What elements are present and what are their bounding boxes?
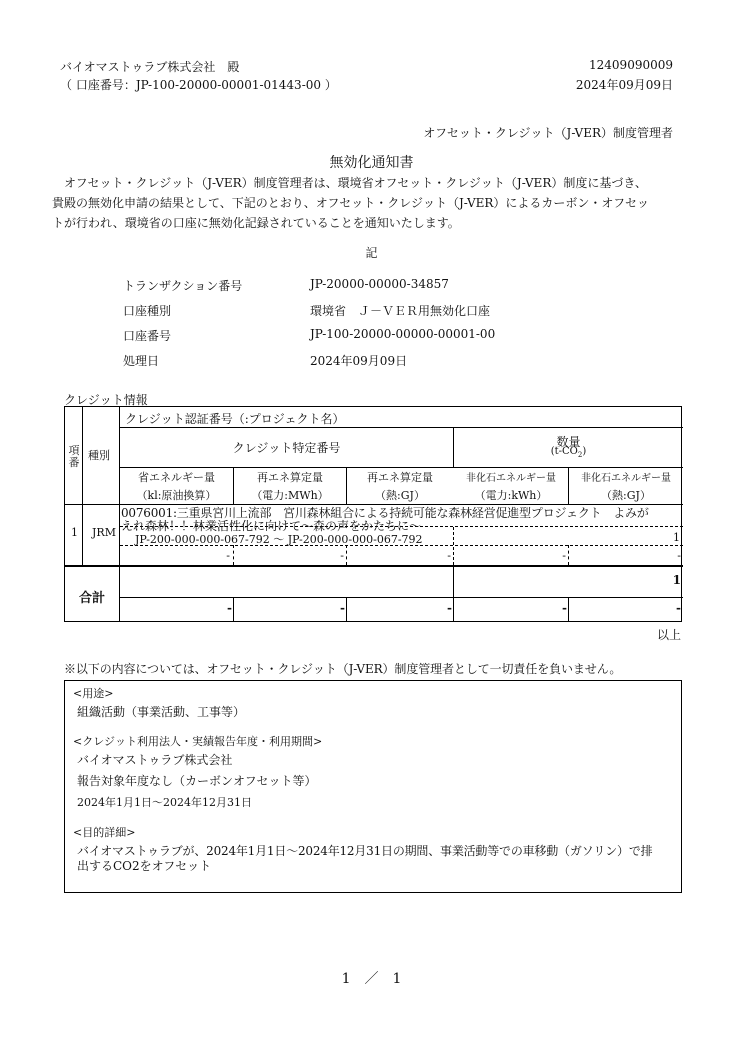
ki-mark: 記 — [365, 246, 378, 260]
header-quantity-unit: $(t-CO_2)$ — [550, 446, 587, 459]
detail-label-account-type: 口座種別 — [123, 304, 172, 318]
row-quantity: 1 — [673, 531, 680, 544]
row-dash-2: - — [340, 549, 344, 562]
issuer: オフセット・クレジット（J-VER）制度管理者 — [423, 126, 673, 140]
row-project-line-2: えれ森林！！林業活性化に向けて～森の声をかたちに～ — [121, 519, 422, 533]
col-nonfossil-heat-unit: （熱:GJ） — [601, 489, 651, 502]
row-type: JRM — [92, 526, 116, 539]
row-serial-range: JP-200-000-000-067-792 ～ JP-200-000-000-067-792 — [135, 533, 423, 546]
col-renewable-heat-unit: （熱:GJ） — [375, 489, 425, 502]
row-dash-3: - — [447, 549, 451, 562]
total-dash-4: - — [562, 601, 567, 615]
total-dash-5: - — [676, 601, 681, 615]
detail-label: <目的詳細> — [73, 826, 136, 839]
col-energy-saving: 省エネルギー量 — [138, 471, 215, 484]
usage-period: 2024年1月1日～2024年12月31日 — [77, 796, 252, 809]
credit-table — [64, 406, 682, 622]
credit-section-title: クレジット情報 — [64, 393, 148, 407]
report-year: 報告対象年度なし（カーボンオフセット等） — [77, 774, 317, 788]
body-line-2: 貴殿の無効化申請の結果として、下記のとおり、オフセット・クレジット（J-VER）によるカーボン・オフセッ — [52, 196, 649, 210]
detail-line-2: 出するCO2をオフセット — [77, 859, 212, 873]
col-nonfossil-power: 非化石エネルギー量 — [466, 473, 556, 484]
detail-value-process-date: 2024年09月09日 — [310, 354, 408, 368]
row-project-line-1: 0076001:三重県宮川上流部 宮川森林組合による持続可能な森林経営促進型プロジェクト よみが — [121, 506, 649, 520]
row-dash-4: - — [562, 549, 566, 562]
total-dash-2: - — [340, 601, 345, 615]
header-quantity: 数量 — [556, 435, 581, 449]
row-item-number: 1 — [71, 526, 78, 539]
header-serial: クレジット特定番号 — [232, 441, 341, 455]
usage-notes-box — [64, 680, 682, 893]
col-renewable-heat: 再エネ算定量 — [367, 471, 433, 484]
user-name: バイオマストゥラブ株式会社 — [77, 753, 233, 767]
row-dash-5: - — [677, 549, 681, 562]
document-number: 12409090009 — [589, 58, 673, 72]
detail-line-1: バイオマストゥラブが、2024年1月1日～2024年12月31日の期間、事業活動等での車移動（ガソリン）で排 — [77, 844, 653, 858]
header-type: 種別 — [88, 449, 110, 462]
issue-date: 2024年09月09日 — [575, 78, 673, 92]
detail-label-account-number: 口座番号 — [123, 329, 172, 343]
row-dash-1: - — [226, 549, 230, 562]
header-item-number: 項番 — [68, 444, 80, 469]
disclaimer: ※以下の内容については、オフセット・クレジット（J-VER）制度管理者として一切責任を負いません。 — [64, 662, 622, 676]
total-dash-3: - — [447, 601, 452, 615]
col-nonfossil-heat: 非化石エネルギー量 — [581, 473, 671, 484]
detail-value-account-number: JP-100-20000-00000-00001-00 — [310, 327, 496, 341]
detail-label-process-date: 処理日 — [123, 354, 160, 368]
document-title: 無効化通知書 — [329, 155, 414, 171]
total-label: 合計 — [79, 591, 106, 606]
header-project: クレジット認証番号（:プロジェクト名） — [125, 412, 345, 426]
end-mark: 以上 — [656, 628, 681, 642]
user-label: <クレジット利用法人・実績報告年度・利用期間> — [73, 735, 323, 748]
detail-value-account-type: 環境省 Ｊ－ＶＥＲ用無効化口座 — [310, 304, 491, 318]
col-renewable-power: 再エネ算定量 — [257, 471, 323, 484]
detail-label-transaction: トランザクション番号 — [123, 279, 243, 293]
body-line-1: オフセット・クレジット（J-VER）制度管理者は、環境省オフセット・クレジット（J-VER）制度に基づき、 — [52, 176, 647, 190]
col-energy-saving-unit: （kl:原油換算） — [136, 489, 217, 502]
recipient-name: バイオマストゥラブ株式会社 殿 — [60, 60, 240, 74]
total-quantity: 1 — [672, 573, 681, 587]
col-renewable-power-unit: （電力:MWh） — [251, 489, 329, 502]
total-dash-1: - — [227, 601, 232, 615]
purpose-value: 組織活動（事業活動、工事等） — [77, 705, 246, 719]
col-nonfossil-power-unit: （電力:kWh） — [474, 489, 548, 502]
body-line-3: トが行われ、環境省の口座に無効化記録されていることを通知いたします。 — [52, 216, 460, 230]
detail-value-transaction: JP-20000-00000-34857 — [310, 277, 449, 291]
purpose-label: <用途> — [73, 687, 114, 700]
account-number-line: （ 口座番号：JP-100-20000-00001-01443-00 ） — [60, 78, 337, 92]
page-number: 1 ／ 1 — [341, 971, 402, 987]
